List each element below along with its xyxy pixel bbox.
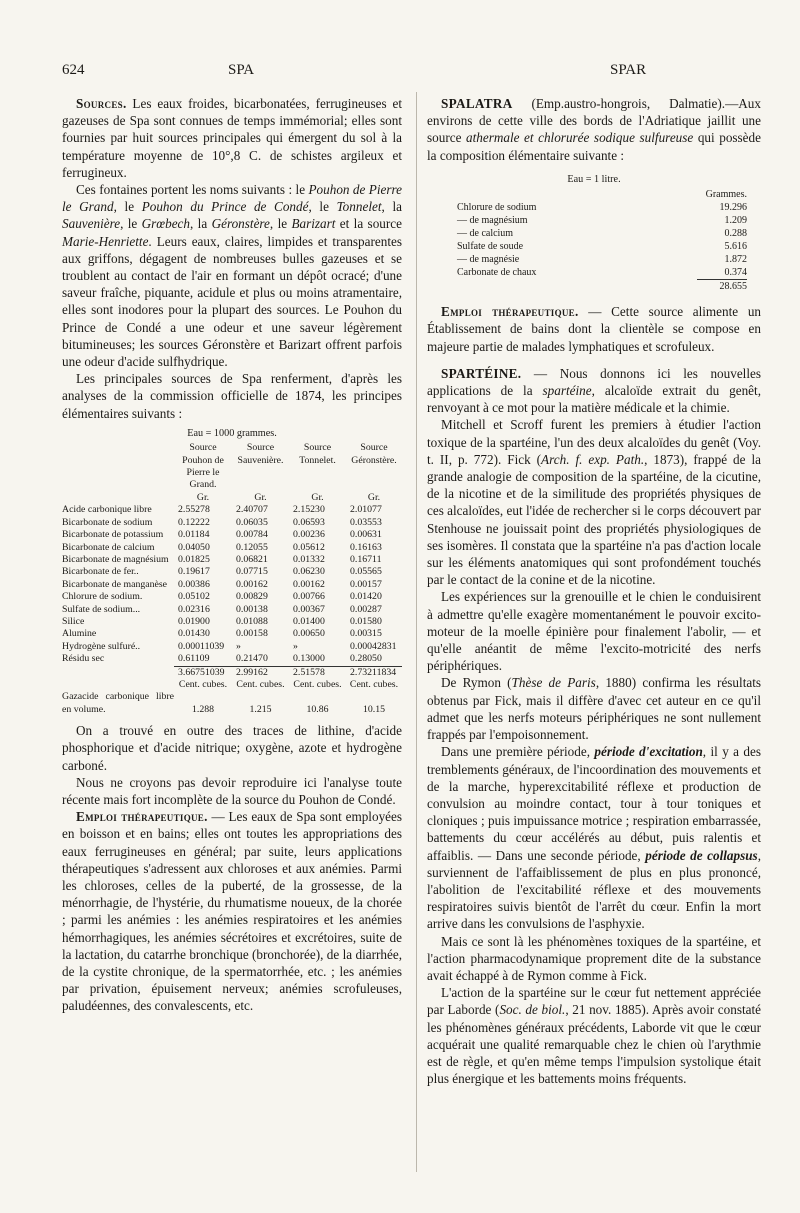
cell-value: 0.01332 <box>293 553 325 565</box>
cell-value: 0.00315 <box>350 628 382 640</box>
fountains-paragraph: Ces fontaines portent les noms suivants : le Pouhon de Pierre le Grand, le Pouhon du Prince de Condé, le Tonnelet, la Sauvenière, le Grœbech, la Géronstère, le Barizart et la source Marie-Henriette. Leurs eaux, claires, limpides et transparentes aux griffons, dégagent de nombreuses bulles gazeuses et se troublent au contact de l'air en formant un dépôt ocracé; d'une saveur fraîche, piquante, acidule et plus ou moins atramentaire, elles sont inodores pour la plupart des sources. Le Pouhon du Prince de Condé a une odeur et une saveur légèrement bitumineuses; les sources Géronstère et Barizart offrent parfois une odeur d'acide sulfhydrique. <box>62 182 402 370</box>
row-label: Silice <box>62 615 85 627</box>
table-row <box>457 227 747 240</box>
row-label: Sulfate de sodium... <box>62 603 141 615</box>
sources-heading: Sources. <box>76 96 127 111</box>
table-row <box>62 517 402 529</box>
cell-value: 0.16163 <box>350 541 382 553</box>
cell-value: 0.00162 <box>293 578 325 590</box>
cell-value: 2.01077 <box>350 504 382 516</box>
periods-paragraph: Dans une première période, période d'excitation, il y a des tremblements généraux, de l'incoordination des mouvements et de la marche, hyperexcitabilité réflexe et production de convulsion au moindre contact, tour à tour toniques et cloniques ; puis impuissance motrice ; respiration embarrassée, battements du cœur accélérés au début, puis ralentis et affaiblis. — Dans une seconde période, période de collapsus, surviennent de l'affaiblissement de plus en plus prononcé, l'abolition de l'excitabilité réflexe et des mouvements respiratoires suivis bientôt de l'arrêt du cœur. Enfin la mort arrive dans les convulsions de l'asphyxie. <box>427 744 761 932</box>
row-label: Acide carbonique libre <box>62 504 152 516</box>
cell-value: 19.296 <box>719 202 747 214</box>
spa-therapeutic-paragraph: Emploi thérapeutique. — Les eaux de Spa sont employées en boisson et en bains; elles ont toutes les appropriations des eaux ferrugineuses en général; par suite, leurs applications thérapeutiques s'adressent aux chloroses et aux anémies. Parmi les chloroses, celles de la puberté, de la grossesse, de la ménorrhagie, de l'hystérie, du rhumatisme noueux, de la chorée ; parmi les anémies : les anémies respiratoires et les anémies hémorrhagiques, les anémies sécrétoires et excrétoires, suite de la lactation, du catarrhe bronchique (bronchorée), de la diarrhée, de la cystite chronique, de la spermatorrhée, etc. ; les anémies par privation, épuisement nerveux; anémies scrofuleuses, paludéennes, des convalescents, etc. <box>62 809 402 1014</box>
spa-therapeutic-heading: Emploi thérapeutique. <box>76 809 208 825</box>
cell-value: 0.00631 <box>350 529 382 541</box>
units-row: Cent. cubes. Cent. cubes. Cent. cubes. Cent. cubes. <box>178 678 399 690</box>
spalatra-therapeutic-paragraph: Emploi thérapeutique. — Cette source alimente un Établissement de bains dont la clientèle se compose en majeure partie de malades lymphatiques et scrofuleux. <box>427 304 762 354</box>
running-header <box>0 62 800 82</box>
cell-value: 0.01088 <box>236 615 268 627</box>
cell-value: 0.00766 <box>293 591 325 603</box>
cell-value: 1.209 <box>724 215 747 227</box>
cell-value: 0.00011039 <box>178 640 225 652</box>
row-label: Sulfate de soude <box>457 241 524 253</box>
row-label: Bicarbonate de sodium <box>62 516 153 528</box>
row-label: — de magnésium <box>457 215 528 227</box>
cell-value: 0.00158 <box>236 628 268 640</box>
cell-value: » <box>293 640 298 652</box>
col-header: Source Géronstère. <box>351 442 397 466</box>
table-row <box>62 591 402 603</box>
spalatra-therapeutic-heading: Emploi thérapeutique. <box>441 304 579 320</box>
table-row <box>62 628 402 640</box>
spalatra-heading: SPALATRA <box>441 96 513 111</box>
running-head-left: SPA <box>228 62 255 78</box>
running-head-right: SPAR <box>610 62 647 78</box>
cell-value: 0.16711 <box>350 553 382 565</box>
cell-value: 0.12222 <box>178 516 210 528</box>
rymon-paragraph: De Rymon (Thèse de Paris, 1880) confirma les résultats obtenus par Fick, mais il diffère d'avec cet auteur en ce qu'il admet que les nerfs moteurs périphériques ne sont nullement frappés par l'empoisonnement. <box>427 675 762 743</box>
toxic-paragraph: Mais ce sont là les phénomènes toxiques de la spartéine, et l'action pharmacodynamique proprement dite de la substance avait échappé à de Rymon comme à Fick. <box>427 933 761 983</box>
table-header-row <box>62 442 402 492</box>
row-label: Alumine <box>62 628 97 640</box>
row-label: Bicarbonate de fer.. <box>62 566 139 578</box>
cell-value: » <box>236 640 241 652</box>
cell-value: 0.28050 <box>350 653 382 665</box>
row-label: Chlorure de sodium. <box>62 591 143 603</box>
cell-value: 0.01184 <box>178 529 210 541</box>
totals-row: 3.66751039 2.99162 2.51578 2.73211834 <box>62 666 402 679</box>
cell-value: 0.61109 <box>178 653 210 665</box>
column-divider <box>416 92 417 1172</box>
cell-value: 0.04050 <box>178 541 210 553</box>
cell-value: 0.07715 <box>236 566 268 578</box>
traces-paragraph: On a trouvé en outre des traces de lithine, d'acide phosphorique et d'acide nitrique; oxygène, azote et hydrogène carboné. <box>62 723 402 773</box>
table-row <box>62 566 402 578</box>
cell-value: 0.06230 <box>293 566 325 578</box>
row-label: Bicarbonate de potassium <box>62 529 164 541</box>
cell-value: 0.01420 <box>350 591 382 603</box>
spa-analysis-table <box>62 442 402 716</box>
cell-value: 2.55278 <box>178 504 210 516</box>
spalatra-analysis-table <box>457 188 747 293</box>
cell-value: 0.13000 <box>293 653 325 665</box>
cell-value: 0.01825 <box>178 553 210 565</box>
row-label: Chlorure de sodium <box>457 202 537 214</box>
row-label: Bicarbonate de manganèse <box>62 578 167 590</box>
cell-value: 0.374 <box>724 267 747 279</box>
page-number: 624 <box>62 62 85 78</box>
unit-label: Grammes. <box>705 189 747 201</box>
unit-row: Gr. Gr. Gr. Gr. <box>196 491 381 503</box>
cell-value: 0.00157 <box>350 578 382 590</box>
cell-value: 0.05565 <box>350 566 382 578</box>
cell-value: 0.01400 <box>293 615 325 627</box>
col-header: Source Sauvenière. <box>237 442 284 466</box>
table-row <box>62 542 402 554</box>
cell-value: 0.06821 <box>236 553 268 565</box>
cell-value: 0.19617 <box>178 566 210 578</box>
cell-value: 5.616 <box>724 241 747 253</box>
cell-value: 0.00287 <box>350 603 382 615</box>
table-row <box>62 554 402 566</box>
table-row <box>457 240 747 253</box>
row-label: Bicarbonate de magnésium <box>62 553 169 565</box>
sparteine-paragraph: SPARTÉINE. — Nous donnons ici les nouvelles applications de la spartéine, alcaloïde extrait du genêt, renvoyant à ce mot pour la matière médicale et la chimie. <box>427 365 761 416</box>
table-row <box>457 253 747 266</box>
row-label: Hydrogène sulfuré.. <box>62 640 141 652</box>
sources-paragraph: Sources. Les eaux froides, bicarbonatées, ferrugineuses et gazeuses de Spa sont connues de temps immémorial; elles sont fournies par huit sources principales qui émergent du sol à la température moyenne de 10°,8 C. de schistes argileux et ferrugineux. <box>62 96 402 180</box>
row-label: — de calcium <box>457 228 514 240</box>
row-label: Bicarbonate de calcium <box>62 541 155 553</box>
cell-value: 0.21470 <box>236 653 268 665</box>
table-row <box>62 641 402 653</box>
cell-value: 0.01580 <box>350 615 382 627</box>
cell-value: 0.06593 <box>293 516 325 528</box>
cell-value: 0.05612 <box>293 541 325 553</box>
table-row <box>62 529 402 541</box>
table-row <box>62 604 402 616</box>
table-row <box>62 579 402 591</box>
cell-value: 0.02316 <box>178 603 210 615</box>
table-row <box>457 266 747 280</box>
experiments-paragraph: Les expériences sur la grenouille et le chien le conduisirent à admettre qu'elle exagère momentanément le pouvoir excito-moteur de la moelle épinière pour finalement l'abolir, — et qu'elle anéantit de même l'excito-motricité des nerfs périphériques. <box>427 589 761 674</box>
col-header: Source Pouhon de Pierre le Grand. <box>182 442 224 491</box>
cell-value: 0.00162 <box>236 578 268 590</box>
cell-value: 0.00650 <box>293 628 325 640</box>
col-header: Source Tonnelet. <box>299 442 336 466</box>
cell-value: 2.15230 <box>293 504 325 516</box>
spa-table-caption: Eau = 1000 grammes. <box>187 427 277 439</box>
cell-value: 0.00367 <box>293 603 325 615</box>
cell-value: 0.05102 <box>178 591 210 603</box>
cell-value: 0.00138 <box>236 603 268 615</box>
table-row <box>62 504 402 516</box>
table-row <box>62 616 402 628</box>
analysis-note: Nous ne croyons pas devoir reproduire ici l'analyse toute récente mais fort incomplète de la source du Pouhon de Condé. <box>62 774 402 808</box>
history-paragraph: Mitchell et Scroff furent les premiers à étudier l'action toxique de la spartéine, l'un des deux alcaloïdes du genêt (Voy. t. II, p. 772). Fick (Arch. f. exp. Path., 1873), frappé de la grande analogie de composition de la spartéine, de la cicutine, de la nicotine et de la similitude des propriétés physiques de ces alcaloïdes, eut l'idée de rechercher si le corps découvert par Stenhouse ne jouissait point des propriétés physiologiques de ses isomères. Il constata que la spartéine n'a pas d'action locale sur les éléments anatomiques qui sont profondément touchés par le contact de la conine et de la nicotine. <box>427 417 761 588</box>
row-label: Carbonate de chaux <box>457 267 537 279</box>
table-row <box>457 214 747 227</box>
spalatra-paragraph: SPALATRA (Emp.austro-hongrois, Dalmatie).—Aux environs de cette ville des bords de l'Adriatique jaillit une source athermale et chlorurée sodique sulfureuse qui possède la composition élémentaire suivante : <box>427 96 761 163</box>
row-label: Résidu sec <box>62 653 105 665</box>
cell-value: 0.00829 <box>236 591 268 603</box>
cell-value: 0.01900 <box>178 615 210 627</box>
analysis-intro: Les principales sources de Spa renferment, d'après les analyses de la commission officielle de 1874, les principes élémentaires suivants : <box>62 371 402 421</box>
spalatra-table-caption: Eau = 1 litre. <box>567 173 621 185</box>
cell-value: 2.40707 <box>236 504 268 516</box>
cell-value: 0.00236 <box>293 529 325 541</box>
left-column <box>62 95 402 1015</box>
cell-value: 0.00784 <box>236 529 268 541</box>
laborde-paragraph: L'action de la spartéine sur le cœur fut nettement appréciée par Laborde (Soc. de biol., 21 nov. 1885). Après avoir constaté les phénomènes généraux précédents, Laborde vit que le cœur acquérait une qualité remarquable chez le chien où l'arythmie est de règle, et qu'en même temps l'impulsion systolique était plus énergique et les battements moins fréquents. <box>427 985 761 1087</box>
sparteine-heading: SPARTÉINE. <box>441 365 522 381</box>
table-row <box>457 201 747 214</box>
cell-value: 0.288 <box>724 228 747 240</box>
table-row <box>62 653 402 666</box>
cell-value: 0.06035 <box>236 516 268 528</box>
right-column <box>427 95 761 1087</box>
gas-row: Gazacide carbonique libre en volume. 1.288 1.215 10.86 10.15 <box>62 691 386 715</box>
cell-value: 0.00042831 <box>350 640 397 652</box>
row-label: — de magnésie <box>457 254 520 266</box>
cell-value: 0.00386 <box>178 578 210 590</box>
cell-value: 0.12055 <box>236 541 268 553</box>
cell-value: 0.03553 <box>350 516 382 528</box>
total-row: 28.655 <box>457 280 747 294</box>
cell-value: 0.01430 <box>178 628 210 640</box>
cell-value: 1.872 <box>724 254 747 266</box>
